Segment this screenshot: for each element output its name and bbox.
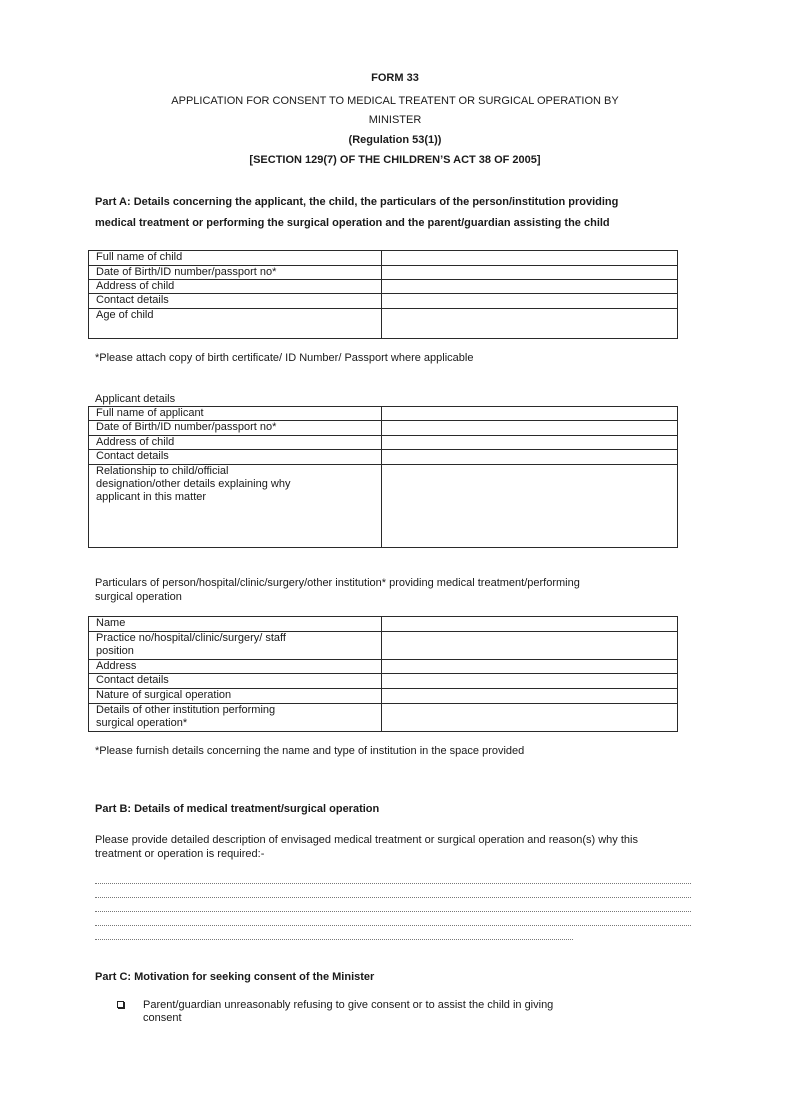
table-row: [89, 465, 678, 548]
nature-of-operation-input[interactable]: [382, 689, 678, 704]
table-row: [89, 266, 678, 280]
practice-number-input[interactable]: [382, 632, 678, 660]
part-b-instruction-line1: Please provide detailed description of envisaged medical treatment or surgical operation and reason(s) why this: [95, 834, 638, 846]
institution-contact-details-input[interactable]: [382, 674, 678, 689]
full-name-of-child-input[interactable]: [382, 251, 678, 266]
regulation-reference: (Regulation 53(1)): [348, 134, 442, 146]
institution-note: *Please furnish details concerning the name and type of institution in the space provided: [95, 745, 525, 757]
table-row: [89, 617, 678, 632]
row-label-line: Practice no/hospital/clinic/surgery/ staff: [96, 632, 286, 644]
description-answer-line-1[interactable]: [95, 883, 691, 884]
child-attachment-note: *Please attach copy of birth certificate/ ID Number/ Passport where applicable: [95, 352, 474, 364]
table-row: [89, 704, 678, 732]
description-answer-line-4[interactable]: [95, 925, 691, 926]
part-a-heading-line2: medical treatment or performing the surgical operation and the parent/guardian assisting the child: [95, 217, 610, 229]
child-details-table: [88, 250, 678, 339]
institution-details-table: [88, 616, 678, 732]
full-name-of-applicant-input[interactable]: [382, 407, 678, 421]
applicant-details-caption: Applicant details: [95, 393, 176, 405]
table-row: [89, 294, 678, 309]
row-label-line: surgical operation*: [96, 717, 188, 729]
table-row: [89, 421, 678, 436]
form-title-line1: APPLICATION FOR CONSENT TO MEDICAL TREATENT OR SURGICAL OPERATION BY: [171, 95, 619, 107]
applicant-contact-details-input[interactable]: [382, 450, 678, 465]
table-row: [89, 674, 678, 689]
checkbox-icon[interactable]: [117, 1001, 124, 1008]
institution-name-input[interactable]: [382, 617, 678, 632]
form-title-line2: MINISTER: [368, 114, 422, 126]
applicant-address-input[interactable]: [382, 436, 678, 450]
address-of-child-input[interactable]: [382, 280, 678, 294]
form-number: FORM 33: [371, 72, 419, 84]
part-b-instruction-line2: treatment or operation is required:-: [95, 848, 265, 860]
motivation-option-text-line1: Parent/guardian unreasonably refusing to give consent or to assist the child in giving: [143, 999, 554, 1011]
motivation-option-text: [143, 999, 603, 1025]
institution-caption-line1: Particulars of person/hospital/clinic/surgery/other institution* providing medical treatment/performing: [95, 577, 580, 589]
table-row: [89, 660, 678, 674]
description-answer-line-3[interactable]: [95, 911, 691, 912]
table-row: [89, 309, 678, 339]
table-row: [89, 450, 678, 465]
row-label: Date of Birth/ID number/passport no*: [89, 421, 382, 436]
row-label: Address of child: [89, 436, 382, 450]
row-label-line: applicant in this matter: [96, 491, 207, 503]
row-label-line: Details of other institution performing: [96, 704, 276, 716]
section-reference: [SECTION 129(7) OF THE CHILDREN’S ACT 38 OF 2005]: [249, 154, 541, 166]
row-label: Full name of child: [89, 251, 382, 266]
institution-address-input[interactable]: [382, 660, 678, 674]
description-answer-line-2[interactable]: [95, 897, 691, 898]
part-a-heading-line1: Part A: Details concerning the applicant, the child, the particulars of the person/institution providing: [95, 196, 619, 208]
other-institution-details-input[interactable]: [382, 704, 678, 732]
row-label: Address of child: [89, 280, 382, 294]
child-dob-id-input[interactable]: [382, 266, 678, 280]
row-label: Contact details: [89, 674, 382, 689]
applicant-details-table: [88, 406, 678, 548]
motivation-option-parent-refusing[interactable]: [117, 999, 597, 1027]
table-row: [89, 251, 678, 266]
row-label: Address: [89, 660, 382, 674]
row-label: Full name of applicant: [89, 407, 382, 421]
motivation-option-text-line2: consent: [143, 1012, 182, 1024]
applicant-dob-id-input[interactable]: [382, 421, 678, 436]
table-row: [89, 689, 678, 704]
institution-caption-line2: surgical operation: [95, 591, 182, 603]
part-c-heading: Part C: Motivation for seeking consent of the Minister: [95, 971, 375, 983]
child-contact-details-input[interactable]: [382, 294, 678, 309]
row-label: Date of Birth/ID number/passport no*: [89, 266, 382, 280]
row-label-line: designation/other details explaining why: [96, 478, 291, 490]
applicant-relationship-input[interactable]: [382, 465, 678, 548]
row-label: [89, 465, 382, 548]
row-label: Age of child: [89, 309, 382, 339]
table-row: [89, 407, 678, 421]
row-label-line: Relationship to child/official: [96, 465, 229, 477]
table-row: [89, 280, 678, 294]
table-row: [89, 632, 678, 660]
row-label: Name: [89, 617, 382, 632]
row-label: Contact details: [89, 294, 382, 309]
row-label-line: position: [96, 645, 134, 657]
age-of-child-input[interactable]: [382, 309, 678, 339]
row-label: Contact details: [89, 450, 382, 465]
part-b-heading: Part B: Details of medical treatment/surgical operation: [95, 803, 380, 815]
row-label: Nature of surgical operation: [89, 689, 382, 704]
row-label: [89, 632, 382, 660]
row-label: [89, 704, 382, 732]
description-answer-line-5[interactable]: [95, 939, 573, 940]
table-row: [89, 436, 678, 450]
